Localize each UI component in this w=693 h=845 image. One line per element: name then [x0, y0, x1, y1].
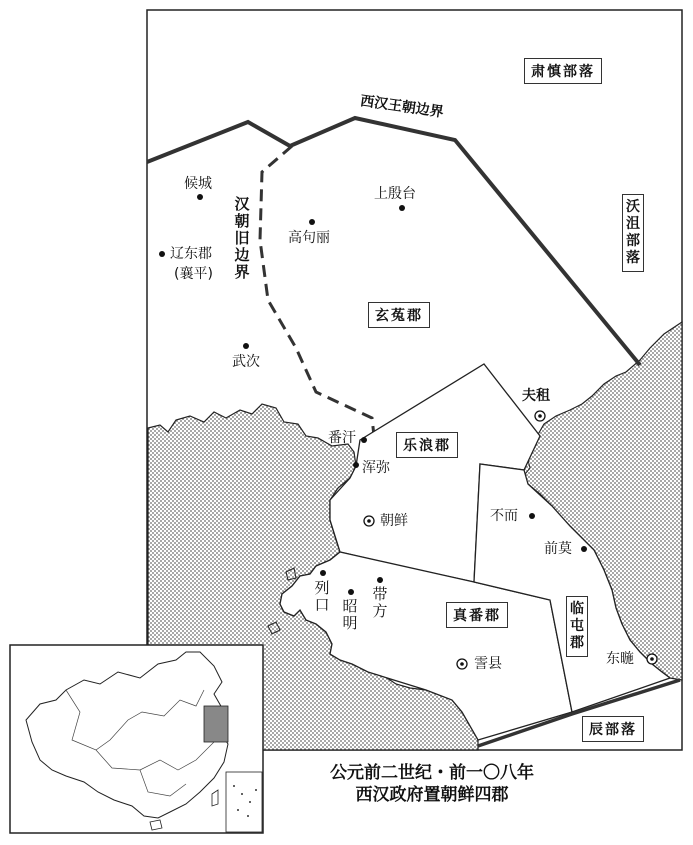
place-xiangping: (襄平) — [174, 266, 213, 282]
chen-tribe-label: 辰部落 — [582, 716, 644, 742]
dot-wuci — [243, 343, 249, 349]
place-fuzu: 夫租 — [522, 388, 550, 404]
dot-gaogouli — [309, 219, 315, 225]
xuantu-commandery-label: 玄菟郡 — [368, 302, 430, 328]
han-old-boundary-label: 汉朝旧边界 — [234, 195, 250, 281]
place-houcheng: 候城 — [184, 176, 212, 192]
map-caption — [272, 762, 592, 806]
place-liaodong: 辽东郡 — [170, 246, 212, 262]
place-buer: 不而 — [490, 508, 518, 524]
inset-highlight — [204, 706, 228, 742]
lintun-commandery-label: 临屯郡 — [566, 596, 588, 657]
inset-south-sea-box — [226, 772, 262, 832]
place-gaogouli: 高句丽 — [288, 230, 330, 246]
caption-line-1: 公元前二世纪・前一〇八年 — [330, 763, 534, 783]
dot-qianmo — [581, 546, 587, 552]
place-shangyintai: 上殷台 — [374, 186, 416, 202]
dot-daifang — [377, 577, 383, 583]
zhenfan-commandery-label: 真番郡 — [446, 602, 508, 628]
dot-zhaoming — [348, 589, 354, 595]
inset-hainan — [150, 820, 162, 830]
place-zhaoming: 昭明 — [342, 597, 358, 632]
dot-liaodong — [159, 251, 165, 257]
dot-shangyintai — [399, 205, 405, 211]
woju-tribe-label: 沃沮部落 — [622, 194, 644, 272]
place-dongyi: 东暆 — [606, 651, 634, 667]
dot-panhan — [361, 437, 367, 443]
place-lie: 列口 — [314, 579, 330, 614]
dot-huimi — [353, 462, 359, 468]
place-huimi: 浑弥 — [362, 460, 390, 476]
dot-houcheng — [197, 194, 203, 200]
lelang-commandery-label: 乐浪郡 — [396, 432, 458, 458]
place-wuci: 武次 — [232, 354, 260, 370]
place-panhan: 番汗 — [328, 430, 356, 446]
dot-lie — [320, 570, 326, 576]
dot-buer — [529, 513, 535, 519]
sushen-tribe-label: 肃慎部落 — [524, 58, 602, 84]
place-zhaxian: 霅县 — [474, 656, 502, 672]
western-han-boundary-label: 西汉王朝边界 — [359, 93, 445, 121]
place-daifang: 带方 — [372, 585, 388, 620]
caption-line-2: 西汉政府置朝鲜四郡 — [355, 785, 509, 805]
place-chaoxian: 朝鲜 — [380, 513, 408, 529]
place-qianmo: 前莫 — [544, 541, 572, 557]
